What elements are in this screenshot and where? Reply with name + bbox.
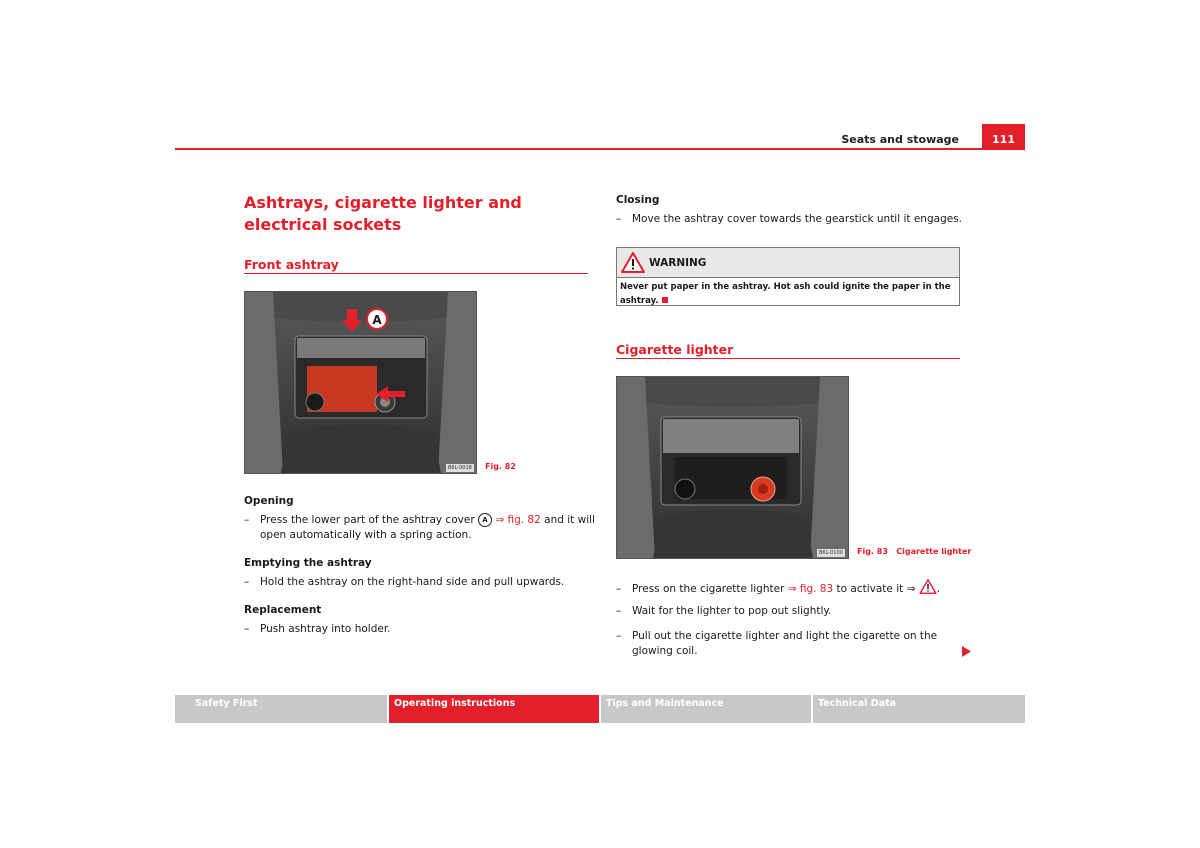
section-title: Seats and stowage: [841, 133, 959, 146]
marker-a-icon: A: [478, 513, 492, 527]
heading-rule: [244, 273, 588, 274]
replacement-step: [244, 622, 604, 637]
emptying-heading: Emptying the ashtray: [244, 557, 372, 569]
figure-code: B6L-0018: [448, 465, 472, 471]
closing-heading: Closing: [616, 194, 660, 206]
closing-step: [616, 212, 976, 227]
fig-83-link[interactable]: ⇒ fig. 83: [787, 583, 834, 595]
step1-text: Press on the cigarette lighter: [632, 583, 785, 595]
tab-technical-data[interactable]: [813, 695, 1025, 723]
step-dash: –: [616, 605, 622, 617]
figure-83-label: Fig. 83: [857, 547, 888, 556]
emptying-step: [244, 575, 604, 590]
opening-heading: Opening: [244, 495, 294, 507]
step-dash: –: [616, 583, 622, 595]
replacement-heading: Replacement: [244, 604, 322, 616]
continue-arrow-icon: [962, 646, 971, 657]
step-dash: –: [244, 514, 250, 526]
warning-icon: [621, 252, 645, 273]
figure-code: B6L-0100: [819, 550, 843, 556]
tab-tips-and-maintenance[interactable]: [601, 695, 811, 723]
opening-step: [244, 513, 604, 543]
figure-82-label: Fig. 82: [485, 462, 516, 471]
page-number: 111: [992, 133, 1015, 146]
step3-text: Pull out the cigarette lighter and light the cigarette on the glowing coil.: [632, 630, 938, 657]
fig-82-link[interactable]: ⇒ fig. 82: [495, 514, 541, 526]
cigarette-lighter-heading: Cigarette lighter: [616, 342, 734, 357]
figure-83-title: Cigarette lighter: [896, 547, 972, 556]
heading-rule: [616, 358, 960, 359]
end-mark-icon: [662, 297, 668, 303]
step-dash: –: [244, 623, 250, 635]
step-dash: –: [616, 630, 622, 642]
lighter-illustration: [617, 377, 848, 558]
front-ashtray-heading: Front ashtray: [244, 257, 339, 272]
lighter-step-3: [616, 629, 952, 659]
lighter-step-2: [616, 604, 976, 619]
ashtray-illustration: [245, 292, 476, 473]
warning-ref-icon[interactable]: [919, 579, 937, 594]
page-title: Ashtrays, cigarette lighter and electrical sockets: [244, 193, 522, 234]
step1-text-2: to activate it ⇒: [836, 583, 916, 595]
tab-safety-first[interactable]: [175, 695, 387, 723]
figure-83-caption: [857, 547, 971, 556]
warning-box: [616, 247, 960, 306]
tab-label: Technical Data: [818, 698, 896, 709]
warning-text: Never put paper in the ashtray. Hot ash could ignite the paper in the ashtray.: [620, 282, 951, 306]
figure-marker-a: A: [372, 313, 382, 327]
opening-text-1: Press the lower part of the ashtray cover: [260, 514, 475, 526]
tab-operating-instructions[interactable]: [389, 695, 599, 723]
ashtray-figure: [244, 291, 477, 474]
opening-text-2: and it will open automatically with a spring action.: [260, 514, 595, 541]
warning-header: [617, 248, 959, 278]
tab-label: Safety First: [195, 698, 258, 709]
replacement-text: Push ashtray into holder.: [260, 623, 391, 635]
step-dash: –: [616, 213, 622, 225]
tab-label: Tips and Maintenance: [606, 698, 724, 709]
lighter-step-1: – Press on the cigarette lighter ⇒ fig. 83 to activate it ⇒ .: [616, 579, 976, 597]
step2-text: Wait for the lighter to pop out slightly.: [632, 605, 832, 617]
tab-label: Operating instructions: [394, 698, 516, 709]
header-rule: [175, 148, 1025, 150]
closing-text: Move the ashtray cover towards the gearstick until it engages.: [632, 213, 962, 225]
emptying-text: Hold the ashtray on the right-hand side and pull upwards.: [260, 576, 565, 588]
warning-title: WARNING: [649, 257, 707, 269]
step-dash: –: [244, 576, 250, 588]
lighter-figure: [616, 376, 849, 559]
warning-text-block: [617, 278, 959, 310]
